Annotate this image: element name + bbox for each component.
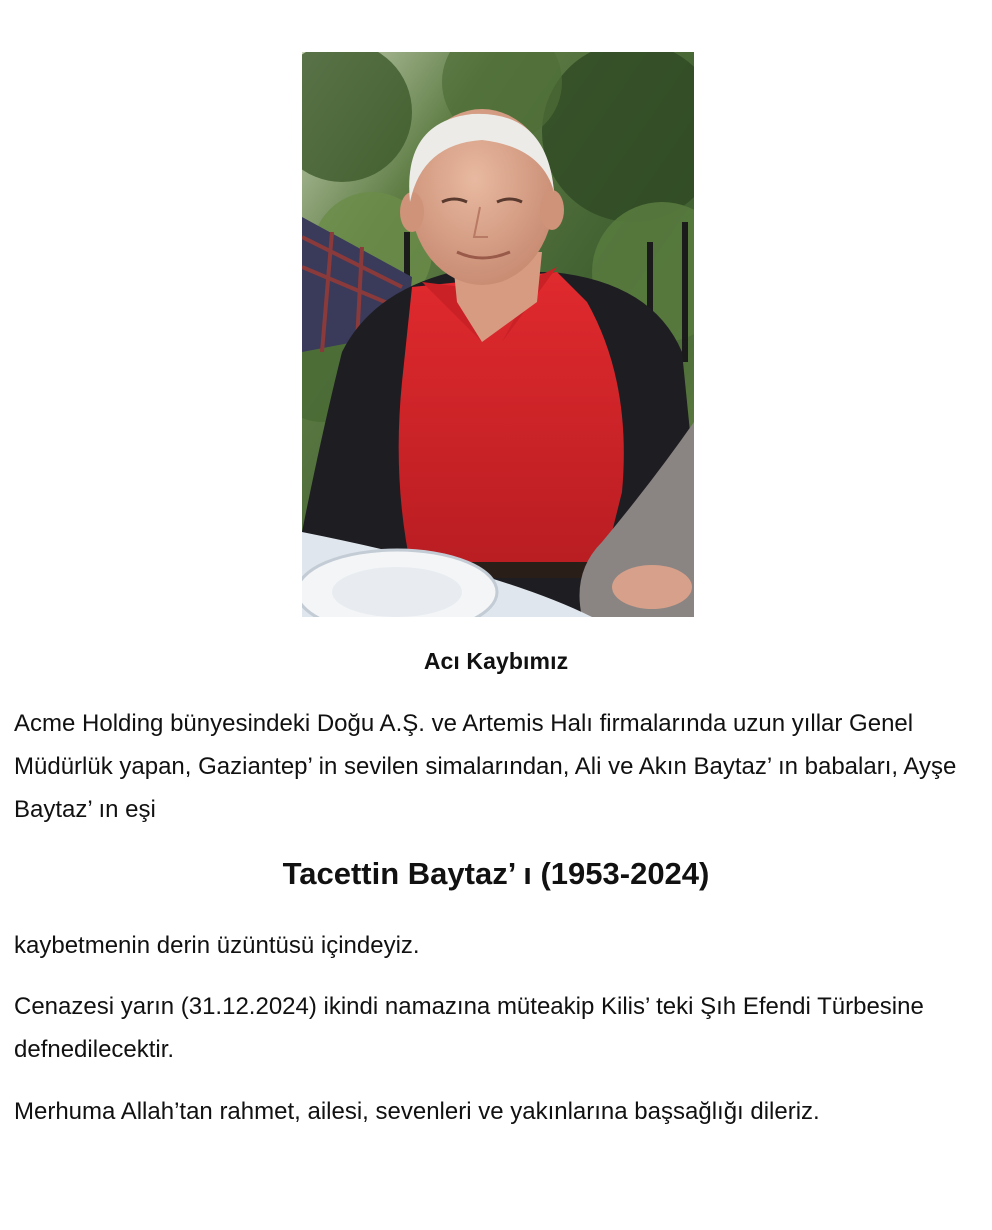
portrait-illustration (302, 52, 694, 617)
deceased-name-line: Tacettin Baytaz’ ı (1953-2024) (282, 856, 710, 891)
obituary-heading: Acı Kaybımız (423, 648, 569, 674)
condolence-paragraph: Merhuma Allah’tan rahmet, ailesi, sevenleri ve yakınlarına başsağlığı dileriz. (14, 1098, 820, 1125)
intro-paragraph: Acme Holding bünyesindeki Doğu A.Ş. ve Artemis Halı firmalarında uzun yıllar Genel Müdürlük yapan, Gaziantep’ in sevilen simalarından, Ali ve Akın Baytaz’ ın babaları, Ayşe Baytaz’ ın eşi (14, 710, 957, 823)
grief-statement: kaybetmenin derin üzüntüsü içindeyiz. (14, 932, 420, 959)
portrait-photo (302, 52, 694, 617)
funeral-info-paragraph: Cenazesi yarın (31.12.2024) ikindi namazına müteakip Kilis’ teki Şıh Efendi Türbesine defnedilecektir. (14, 993, 924, 1063)
